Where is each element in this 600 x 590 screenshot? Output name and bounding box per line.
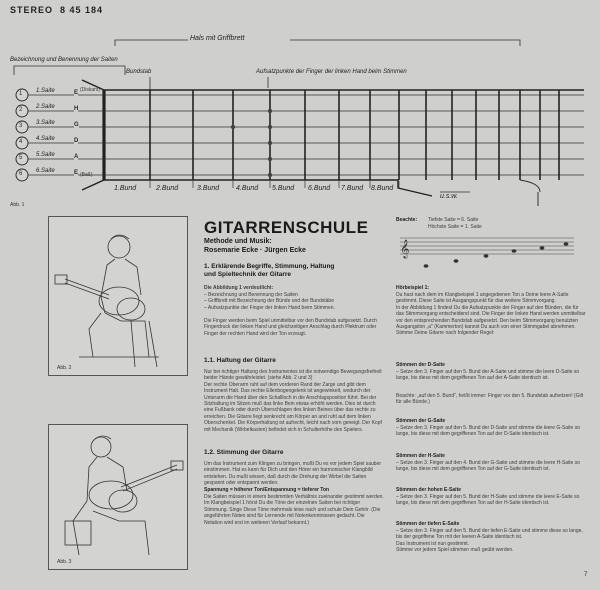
string-note: H: [74, 106, 79, 112]
g-string-text: – Setze den 3. Finger auf den 5. Bund der D-Saite und stimme die leere G-Saite so lange, bis diese mit dem gegriffenen Ton auf der D-Saite identisch ist.: [396, 425, 580, 438]
string-number: 5: [19, 155, 23, 161]
authors-line: Rosemarie Ecke · Jürgen Ecke: [204, 247, 306, 254]
d-string-text: – Setze den 3. Finger auf den 5. Bund der A-Saite und stimme die leere D-Saite so lange, bis diese mit dem gegriffenen Ton auf der A-Saite identisch ist.: [396, 369, 580, 382]
string-note: E: [74, 170, 79, 176]
string-number: 3: [19, 123, 23, 129]
section-1-intro: Die Abbildung 1 verdeutlicht:: [204, 285, 274, 291]
guitarist-illustration-2: [49, 425, 187, 569]
hoerbeispiel-heading: Hörbeispiel 1:: [396, 285, 430, 291]
d-string-heading: Stimmen der D-Saite: [396, 362, 445, 368]
figure-1-caption: Abb. 1: [10, 202, 25, 208]
fretboard-drawing: [0, 0, 600, 210]
stereo-label: STEREO: [10, 5, 54, 15]
etc-label: u.s.w.: [440, 193, 458, 200]
fretbar-label: Bundstab: [126, 69, 152, 75]
figure-abb3-box: [48, 424, 188, 570]
guitarist-illustration-1: [49, 217, 187, 375]
string-name: 3.Saite: [36, 120, 55, 126]
fret-label: 7.Bund: [341, 185, 364, 192]
string-name: 6.Saite: [36, 168, 55, 174]
string-name: 5.Saite: [36, 152, 55, 158]
string-number: 2: [19, 107, 23, 113]
section-1-list: – Bezeichnung und Benennung der Saiten – Griffbrett mit Bezeichnung der Bünde und der Bundstäbe – Aufsatzpunkte der Finger der linken Hand beim Stimmen.: [204, 292, 335, 311]
fret-label: 1.Bund: [114, 185, 137, 192]
diskant-label: (Diskant): [80, 87, 101, 93]
section-1-2-paragraph-2: Die Saiten müssen in einem bestimmten Verhältnis zueinander gestimmt werden. Im Klangbeispiel 1 hörst Du die Töne der einzelnen Saiten bei richtiger Stimmung. Singe Diese Töne mehrmals leise nach und schule Dein Gehör. (Die angeführten Noten sind für Lernende mit Notenkenntnissen gedacht. Die Notation wird erst im weiteren Verlauf bekannt.): [204, 494, 384, 526]
section-1-1-paragraph: Nur bei richtiger Haltung des Instrumentes ist die notwendige Bewegungsfreiheit beider Hände gewährleistet. (siehe Abb. 2 und 3) Der rechte Oberarm ruht auf dem vorderen Rand der Zarge und gibt dem Instrument Halt. Das rechte Ellenbogengelenk ist angewinkelt, wodurch der Unterarm die Hand über den Schallloch in die Anschlagsposition führt. Bei der Sitzhaltung im Sitzen muß das linke Bein etwas erhöht werden. Dies ist durch eine Fußbank oder durch Überschlagen des linken Beines über das rechte zu erreichen. Die Gitarre liegt senkrecht am Körper an und ruht auf dem linken Oberschenkel. Die Körperhaltung ist aufrecht, leicht nach vorn geneigt. Der Kopf mit Mechanik (Wirbelkasten) befindet sich in Schulterhöhe des Spielers.: [204, 369, 382, 433]
figure-3-caption: Abb. 3: [57, 559, 72, 565]
string-note: A: [74, 154, 79, 160]
high-e-string-text: – Setze den 3. Finger auf den 5. Bund der H-Saite und stimme die leere E-Saite so lange, bis diese mit dem gegriffenen Ton auf der H-Saite identisch ist.: [396, 494, 580, 507]
fingering-points-label: Aufsatzpunkte der Finger der linken Hand beim Stimmen: [256, 69, 407, 75]
fret-label: 8.Bund: [371, 185, 394, 192]
bass-label: (Baß): [80, 172, 93, 178]
hoerbeispiel-paragraph: Du hast nach dem im Klangbeispiel 1 angegebenen Ton a Deine leere A-Saite gestimmt. Diese Saite ist Ausgangspunkt für das weitere Stimmvorgang. In der Abbildung 1 findest Du die Aufsatzpunkte der Finger auf den Bünden, die für das Stimmvorgang entscheidend sind. Die Finger der linken Hand werden unmittelbar vor den entsprechenden Bundstab aufgesetzt. Den beim Stimmvorgang benutzten Ausgangston „a" (Kammerton) kannst Du auch von einer Stimmgabel abnehmen. Stimme Deine Gitarre nach folgender Regel:: [396, 292, 586, 337]
section-1-2-title: 1.2. Stimmung der Gitarre: [204, 449, 284, 456]
tuning-rule: Spannung = höherer Ton/Entspannung = tieferer Ton: [204, 487, 330, 493]
fretboard-diagram: [0, 0, 600, 210]
string-number: 1: [19, 91, 23, 97]
low-e-string-heading: Stimmen der tiefen E-Saite: [396, 521, 460, 527]
fret-label: 2.Bund: [156, 185, 179, 192]
page-number: 7: [584, 572, 588, 578]
string-name: 1.Saite: [36, 88, 55, 94]
fret-label: 4.Bund: [236, 185, 259, 192]
beachte-line-1: Tiefste Saite = 6. Saite: [428, 217, 479, 223]
tuning-notation-staff: [396, 232, 576, 272]
string-number: 6: [19, 171, 23, 177]
h-string-text: – Setze den 3. Finger auf den 4. Bund der G-Saite und stimme die leere H-Saite so lange, bis diese mit dem gegriffenen Ton auf der G-Saite identisch ist.: [396, 460, 580, 473]
fret-label: 6.Bund: [308, 185, 331, 192]
beachte-line-2: Höchste Saite = 1. Saite: [428, 224, 482, 230]
string-number: 4: [19, 139, 23, 145]
figure-abb2-box: [48, 216, 188, 376]
svg-text:𝄞: 𝄞: [400, 239, 410, 258]
string-naming-label: Bezeichnung und Benennung der Saiten: [10, 57, 118, 63]
page-title: GITARRENSCHULE: [204, 218, 369, 237]
beachte-heading: Beachte:: [396, 217, 418, 223]
string-note: G: [74, 122, 79, 128]
section-1-paragraph: Die Finger werden beim Spiel unmittelbar vor den Bundstab aufgesetzt. Durch Fingerdruck der linken Hand und gleichzeitigen Anschlag durch Plektrum oder Finger der rechten Hand wird der Ton erzeugt.: [204, 318, 377, 337]
beachte-bund-note: Beachte: „auf den 5. Bund", heißt immer: Finger vor den 5. Bundstab aufsetzen! (Gilt für alle Bünde.): [396, 393, 584, 406]
section-1-title: 1. Erklärende Begriffe, Stimmung, Haltung: [204, 263, 335, 270]
string-note: D: [74, 138, 79, 144]
section-1-2-paragraph: Um das Instrument zum Klingen zu bringen, mußt Du es vor jedem Spiel sauber einstimmen. Hat es kann für Dich und den Hörer ein harmonischer Klangbild entstehen. Du mußt wissen, daß durch die Drehung der Wirbel die Saiten gespannt oder entspannt werden.: [204, 461, 382, 487]
low-e-string-text: – Setze den 3. Finger auf den 5. Bund der tiefen E-Saite und stimme diese so lange, bis der gegriffene Ton mit der leeren A-Saite identisch ist. Das Instrument ist nun gestimmt. Stimme vor jedem Spiel stimmen muß geübt werden.: [396, 528, 583, 554]
method-line: Methode und Musik:: [204, 238, 272, 245]
h-string-heading: Stimmen der H-Saite: [396, 453, 445, 459]
fret-label: 3.Bund: [197, 185, 220, 192]
section-1-1-title: 1.1. Haltung der Gitarre: [204, 357, 276, 364]
g-string-heading: Stimmen der G-Saite: [396, 418, 446, 424]
high-e-string-heading: Stimmen der hohen E-Saite: [396, 487, 462, 493]
fret-label: 5.Bund: [272, 185, 295, 192]
string-note: E: [74, 90, 79, 96]
figure-2-caption: Abb. 2: [57, 365, 72, 371]
string-name: 2.Saite: [36, 104, 55, 110]
catalog-number: 8 45 184: [60, 5, 104, 15]
neck-label: Hals mit Griffbrett: [190, 35, 245, 42]
section-1-title-2: und Spieltechnik der Gitarre: [204, 271, 292, 278]
string-name: 4.Saite: [36, 136, 55, 142]
